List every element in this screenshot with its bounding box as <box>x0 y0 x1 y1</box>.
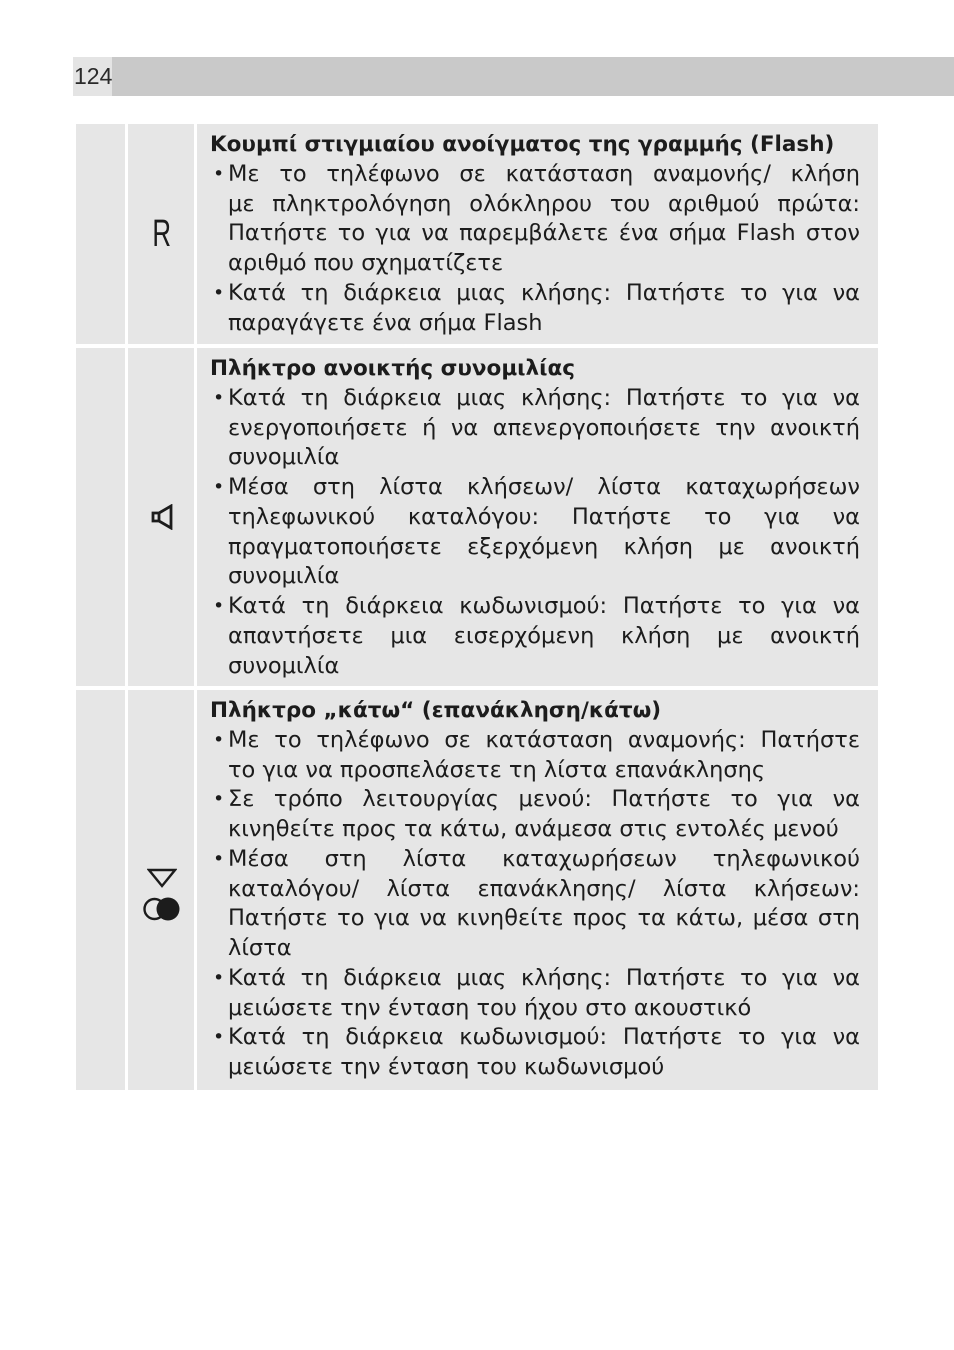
spacer-cell <box>76 690 125 1090</box>
bullet-text <box>228 964 860 1024</box>
description-cell <box>197 348 878 686</box>
bullet-line: Κατά τη διάρκεια μιας κλήσης: Πατήστε το για να <box>228 384 860 411</box>
spacer-cell <box>76 124 125 344</box>
key-symbol-cell <box>128 124 194 344</box>
bullet-line: Σε τρόπο λειτουργίας μενού: Πατήστε το για να <box>228 786 860 813</box>
key-title: Πλήκτρο „κάτω“ (επανάκληση/κάτω) <box>210 698 662 723</box>
bullet-line: Με το τηλέφωνο σε κατάσταση αναμονής/ κλήση <box>228 160 860 187</box>
r-key-label: R <box>152 213 172 255</box>
bullet-line: Μέσα στη λίστα καταχωρήσεων τηλεφωνικού <box>228 845 860 872</box>
bullet-line: μειώσετε την ένταση του ήχου στο ακουστικό <box>228 994 752 1021</box>
bullet-text <box>228 1023 860 1083</box>
bullet-item <box>213 279 860 339</box>
bullet-item <box>213 160 860 279</box>
bullet-item <box>213 726 860 786</box>
bullet-line: Κατά τη διάρκεια μιας κλήσης: Πατήστε το για να <box>228 964 860 991</box>
bullet-marker: • <box>213 788 225 811</box>
bullet-text <box>228 592 860 681</box>
bullet-line: ενεργοποιήσετε ή να απενεργοποιήσετε την ανοικτή <box>228 414 860 441</box>
bullet-marker: • <box>213 386 225 409</box>
bullet-line: κινηθείτε προς τα κάτω, ανάμεσα στις εντολές μενού <box>228 816 839 842</box>
page-number: 124 <box>73 57 112 96</box>
bullet-item <box>213 964 860 1024</box>
bullet-line: Κατά τη διάρκεια κωδωνισμού: Πατήστε το για να <box>228 1024 860 1051</box>
bullet-item <box>213 473 860 592</box>
down-triangle-icon <box>147 868 177 888</box>
bullet-line: τηλεφωνικού καταλόγου: Πατήστε το για να <box>228 503 860 530</box>
bullet-line: Κατά τη διάρκεια κωδωνισμού: Πατήστε το για να <box>228 593 860 619</box>
key-symbol-cell <box>128 348 194 686</box>
key-title: Κουμπί στιγμιαίου ανοίγματος της γραμμής (Flash) <box>210 132 835 157</box>
bullet-line: Μέσα στη λίστα κλήσεων/ λίστα καταχωρήσεων <box>228 474 860 500</box>
bullet-line: πραγματοποιήσετε εξερχόμενη κλήση με ανοικτή <box>228 533 860 560</box>
description-cell <box>197 690 878 1090</box>
bullet-text <box>228 160 860 279</box>
bullet-marker: • <box>213 847 225 870</box>
key-title: Πλήκτρο ανοικτής συνομιλίας <box>210 356 576 381</box>
bullet-text <box>228 726 860 786</box>
bullet-text <box>228 785 860 845</box>
bullet-text <box>228 473 860 592</box>
key-table <box>76 124 878 1094</box>
key-row-speaker <box>76 348 878 686</box>
key-row-flash <box>76 124 878 344</box>
bullet-line: αριθμό που σχηματίζετε <box>228 250 504 276</box>
bullet-line: συνομιλία <box>228 563 340 590</box>
bullet-line: Πατήστε το για να κινηθείτε προς τα κάτω, μέσα στη <box>228 905 860 932</box>
bullet-marker: • <box>213 728 225 751</box>
bullet-text <box>228 279 860 339</box>
bullet-line: λίστα <box>228 935 292 961</box>
bullet-line: συνομιλία <box>228 652 340 679</box>
bullet-text <box>228 384 860 473</box>
bullet-line: με πληκτρολόγηση ολόκληρου του αριθμού πρώτα: <box>228 190 860 217</box>
bullet-item <box>213 592 860 681</box>
header-bar <box>112 57 954 96</box>
overlapping-circles-icon <box>143 897 180 921</box>
bullet-marker: • <box>213 595 225 617</box>
bullet-item <box>213 1023 860 1083</box>
bullet-item <box>213 785 860 845</box>
bullet-line: Με το τηλέφωνο σε κατάσταση αναμονής: Πατήστε <box>228 726 860 753</box>
bullet-line: συνομιλία <box>228 444 340 471</box>
description-cell <box>197 124 878 344</box>
down-key-icons <box>143 859 180 921</box>
bullet-line: Κατά τη διάρκεια μιας κλήσης: Πατήστε το για να <box>228 279 860 306</box>
key-symbol-cell <box>128 690 194 1090</box>
bullet-marker: • <box>213 1026 225 1049</box>
bullet-line: το για να προσπελάσετε τη λίστα επανάκλησης <box>228 756 766 783</box>
bullet-line: Πατήστε το για να παρεμβάλετε ένα σήμα Flash στον <box>228 220 860 247</box>
bullet-line: παραγάγετε ένα σήμα Flash <box>228 309 543 336</box>
bullet-line: μειώσετε την ένταση του κωδωνισμού <box>228 1054 665 1080</box>
bullet-item <box>213 384 860 473</box>
bullet-marker: • <box>213 966 225 989</box>
spacer-cell <box>76 348 125 686</box>
bullet-line: απαντήσετε μια εισερχόμενη κλήση με ανοικτή <box>228 622 860 649</box>
bullet-line: καταλόγου/ λίστα επανάκλησης/ λίστα κλήσεων: <box>228 875 860 902</box>
key-row-down <box>76 690 878 1090</box>
bullet-marker: • <box>213 281 225 304</box>
bullet-marker: • <box>213 162 225 185</box>
speaker-icon <box>151 504 174 530</box>
bullet-marker: • <box>213 476 225 498</box>
bullet-item <box>213 845 860 964</box>
bullet-text <box>228 845 860 964</box>
